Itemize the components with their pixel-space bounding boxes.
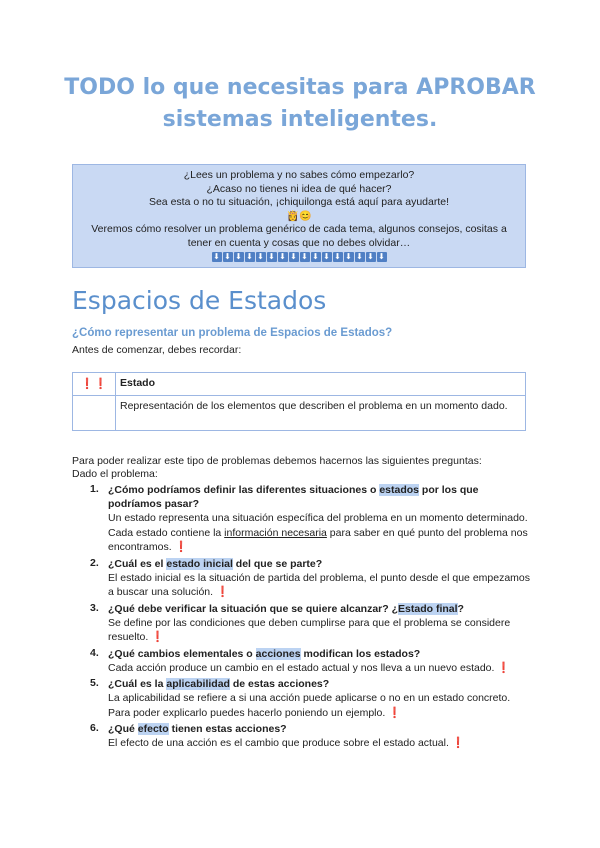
down-arrow-icon: ⬇ bbox=[246, 252, 253, 261]
question-text-part: del que se parte? bbox=[232, 557, 323, 570]
underlined-term: información necesaria bbox=[224, 526, 327, 539]
down-arrow-icon: ⬇ bbox=[323, 252, 330, 261]
question-text bbox=[108, 647, 532, 661]
down-arrow-icon: ⬇ bbox=[367, 252, 374, 261]
intro-line-5: tener en cuenta y cosas que no debes olvidar… bbox=[187, 236, 411, 249]
intro-line-4: Veremos cómo resolver un problema genérico de cada tema, algunos consejos, cositas a bbox=[91, 223, 507, 235]
question-item bbox=[72, 602, 532, 645]
section-heading: Espacios de Estados bbox=[72, 286, 327, 315]
down-arrow-icon: ⬇ bbox=[235, 252, 242, 261]
question-number: 3. bbox=[90, 601, 99, 614]
question-text-part: modifican los estados? bbox=[300, 647, 421, 660]
answer-text-part: Cada acción produce un cambio en el estado actual y nos lleva a un nuevo estado. bbox=[108, 661, 495, 674]
down-arrow-icon: ⬇ bbox=[279, 252, 286, 261]
down-arrow-icon: ⬇ bbox=[224, 252, 231, 261]
down-arrow-icon: ⬇ bbox=[356, 252, 363, 261]
answer-text bbox=[108, 661, 532, 676]
question-text-part: por los que podríamos pasar? bbox=[108, 484, 479, 510]
question-text-part: tienen estas acciones? bbox=[168, 723, 287, 735]
question-number: 4. bbox=[90, 646, 99, 659]
exclamation-icon: ❗ bbox=[497, 661, 511, 674]
highlighted-term: Estado final bbox=[398, 602, 458, 615]
answer-text bbox=[108, 511, 532, 555]
intro-box bbox=[72, 164, 526, 268]
down-arrow-icon: ⬇ bbox=[290, 252, 297, 261]
question-text-part: ¿Cómo podríamos definir las diferentes situaciones o bbox=[108, 484, 380, 496]
question-text bbox=[108, 722, 532, 736]
question-item bbox=[72, 722, 532, 751]
highlighted-term: aplicabilidad bbox=[166, 678, 230, 690]
section-subheading: ¿Cómo representar un problema de Espacios de Estados? bbox=[72, 327, 393, 339]
question-text-part: ¿Cuál es el bbox=[108, 557, 167, 570]
princess-smile-emoji-icon: 👸😊 bbox=[286, 210, 312, 222]
question-text-part: ? bbox=[457, 602, 464, 615]
exclamation-icon: ❗ bbox=[451, 737, 465, 749]
down-arrow-icon: ⬇ bbox=[334, 252, 341, 261]
down-arrows-row bbox=[212, 252, 387, 262]
question-number: 2. bbox=[90, 556, 99, 569]
question-text-part: ¿Cuál es la bbox=[108, 678, 167, 690]
intro-line-2: ¿Acaso no tienes ni idea de qué hacer? bbox=[206, 182, 392, 195]
before-text: Antes de comenzar, debes recordar: bbox=[72, 344, 242, 356]
highlighted-term: efecto bbox=[137, 723, 169, 735]
answer-text bbox=[108, 691, 532, 720]
document-title bbox=[0, 72, 600, 136]
question-text-part: ¿Qué debe verificar la situación que se quiere alcanzar? ¿ bbox=[108, 602, 399, 615]
definition-empty-cell bbox=[73, 396, 116, 431]
down-arrow-icon: ⬇ bbox=[312, 252, 319, 261]
answer-text bbox=[108, 616, 532, 645]
answer-text-part: El estado inicial es la situación de partida del problema, el punto desde el que empezamos a buscar una solución. bbox=[108, 571, 531, 598]
answer-text-part: La aplicabilidad se refiere a si una acción puede aplicarse o no en un estado concreto. Para poder explicarlo puedes hacerlo poniendo un ejemplo. bbox=[108, 692, 511, 719]
answer-text-part: El efecto de una acción es el cambio que produce sobre el estado actual. bbox=[108, 737, 449, 749]
question-text bbox=[108, 483, 532, 511]
answer-text bbox=[108, 571, 532, 600]
question-item bbox=[72, 677, 532, 720]
questions-list bbox=[72, 483, 532, 753]
intro-line-1: ¿Lees un problema y no sabes cómo empezarlo? bbox=[183, 169, 415, 181]
question-text bbox=[108, 602, 532, 616]
question-text-part: ¿Qué cambios elementales o bbox=[108, 647, 256, 660]
answer-text-part: Se define por las condiciones que deben cumplirse para que el problema se considere resuelto. bbox=[108, 616, 511, 643]
down-arrow-icon: ⬇ bbox=[301, 252, 308, 261]
highlighted-term: estado inicial bbox=[166, 557, 233, 570]
question-item bbox=[72, 483, 532, 555]
answer-text bbox=[108, 736, 532, 751]
answer-text-part: Un estado representa una situación específica del problema en un momento determinado. Cada estado contiene la bbox=[108, 512, 528, 539]
exclamation-icon: ❗ bbox=[216, 586, 230, 598]
definition-term: Estado bbox=[116, 373, 526, 396]
question-number: 6. bbox=[90, 722, 99, 734]
question-text bbox=[108, 557, 532, 571]
exclamation-icon: ❗ bbox=[174, 541, 188, 553]
down-arrow-icon: ⬇ bbox=[268, 252, 275, 261]
exclamation-icon: ❗ bbox=[151, 631, 165, 643]
question-text-part: de estas acciones? bbox=[229, 678, 330, 690]
definition-table bbox=[72, 372, 526, 431]
questions-intro-line-2: Dado el problema: bbox=[72, 468, 158, 480]
questions-intro bbox=[72, 455, 532, 481]
down-arrow-icon: ⬇ bbox=[345, 252, 352, 261]
question-item bbox=[72, 557, 532, 600]
title-line-2: sistemas inteligentes. bbox=[162, 107, 438, 132]
down-arrow-icon: ⬇ bbox=[378, 252, 385, 261]
question-number: 1. bbox=[90, 483, 99, 495]
down-arrow-icon: ⬇ bbox=[213, 252, 220, 261]
exclamation-marks-icon: ❗❗ bbox=[73, 373, 116, 396]
question-text bbox=[108, 677, 532, 691]
intro-line-3: Sea esta o no tu situación, ¡chiquilonga está aquí para ayudarte! bbox=[148, 196, 450, 208]
question-text-part: ¿Qué bbox=[108, 723, 138, 735]
question-item bbox=[72, 647, 532, 676]
answer-text-part: para saber en qué punto del problema nos encontramos. bbox=[108, 526, 528, 553]
exclamation-icon: ❗ bbox=[388, 706, 402, 719]
down-arrow-icon: ⬇ bbox=[257, 252, 264, 261]
highlighted-term: acciones bbox=[255, 647, 301, 660]
definition-text: Representación de los elementos que describen el problema en un momento dado. bbox=[116, 396, 526, 431]
title-line-1: TODO lo que necesitas para APROBAR bbox=[64, 75, 536, 100]
highlighted-term: estados bbox=[379, 484, 419, 496]
question-number: 5. bbox=[90, 677, 99, 689]
questions-intro-line-1: Para poder realizar este tipo de problemas debemos hacernos las siguientes preguntas: bbox=[72, 455, 482, 467]
